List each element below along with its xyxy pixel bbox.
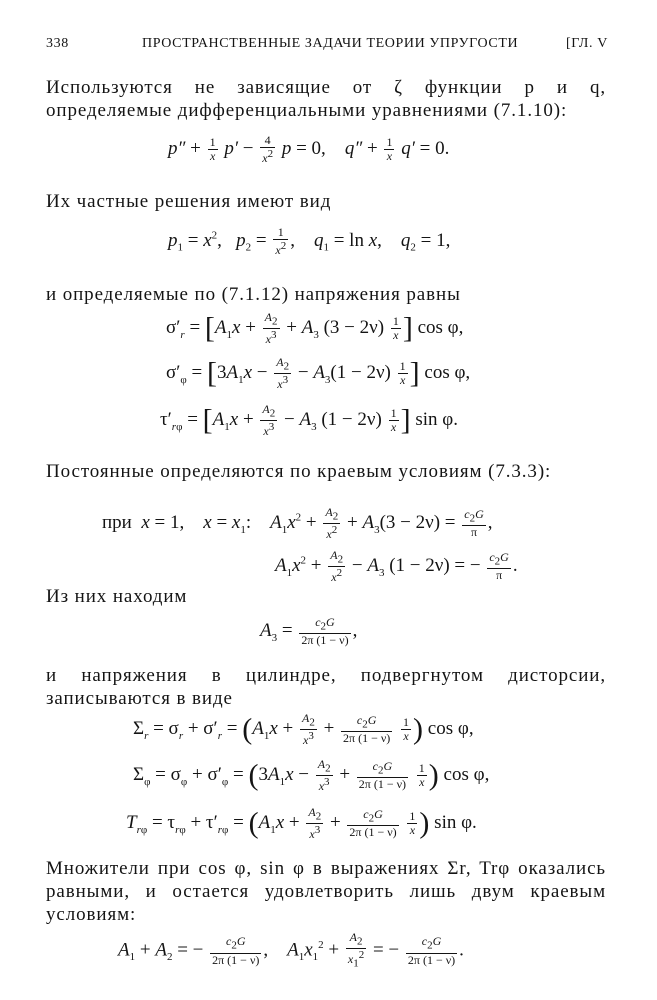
equation-final: $A_1 + A_2$ = − $\frac{c_2G}{2\pi (1 - \nu)}$ , $A_1x_1^2$ + $\frac{A_2}{x_1^2}$ = − $\frac{c_2G}{2\pi (1 - \nu)}$ . bbox=[118, 930, 464, 970]
equation-differential: p″ + $\frac{1}{x}$ p′ − $\frac{4}{x^2}$ p = 0, q″ + $\frac{1}{x}$ q′ = 0. bbox=[168, 133, 450, 165]
paragraph-solutions: Их частные решения имеют вид bbox=[46, 191, 332, 212]
paragraph-intro: Используются не зависящие от ζ функции p и q, определяемые дифференциальными уравнениями (7.1.10): bbox=[46, 77, 606, 121]
page-number: 338 bbox=[46, 36, 69, 51]
chapter-label: [ГЛ. V bbox=[566, 36, 608, 51]
equation-Sigma-phi: $\Sigma_\varphi = \sigma_\varphi + \sigma'_\varphi = (3A_1x$ − $\frac{A_2}{x^3}$ + $\frac{c_2G}{2\pi (1 - \nu)}$ $\frac{1}{x}$ ) cos φ, bbox=[133, 757, 490, 794]
paragraph-cylinder: и напряжения в цилиндре, подвергнутом дисторсии, записываются в виде bbox=[46, 665, 606, 709]
paragraph-find: Из них находим bbox=[46, 586, 188, 607]
equation-a3: $A_3$ = $\frac{c_2G}{2\pi (1 - \nu)}$ , bbox=[260, 615, 358, 648]
equation-bc-1: при x = 1, $x = x_1$: $A_1x^2$ + $\frac{A_2}{x^2}$ + $A_3(3 - 2\nu)$ = $\frac{c_2G}{\pi}$ , bbox=[102, 505, 493, 542]
paragraph-stresses: и определяемые по (7.1.12) напряжения равны bbox=[46, 284, 461, 305]
equation-bc-2: $A_1x^2$ + $\frac{A_2}{x^2}$ − $A_3$ (1 − 2ν) = − $\frac{c_2G}{\pi}$ . bbox=[275, 548, 518, 585]
paragraph-multipliers: Множители при cos φ, sin φ в выражениях Σr, Trφ оказались равными, и остается удовлетворить лишь двум краевым условиям: bbox=[46, 858, 606, 925]
equation-solutions: $p_1 = x^2$, $p_2$ = $\frac{1}{x^2}$ , $q_1 = \ln x$, $q_2 = 1$, bbox=[168, 225, 451, 257]
equation-Sigma-r: $\Sigma_r = \sigma_r + \sigma'_r = (A_1x$ + $\frac{A_2}{x^3}$ + $\frac{c_2G}{2\pi (1 - \nu)}$ $\frac{1}{x}$ ) cos φ, bbox=[133, 711, 474, 748]
equation-sigma-r: $\sigma'_r = [A_1x$ + $\frac{A_2}{x^3}$ + $A_3$ (3 − 2ν) $\frac{1}{x}$ ] cos φ, bbox=[166, 310, 464, 347]
equation-sigma-phi: $\sigma'_\varphi = [3A_1x$ − $\frac{A_2}{x^3}$ − $A_3(1 - 2\nu)$ $\frac{1}{x}$ ] cos φ, bbox=[166, 355, 471, 392]
equation-T: $T_{r\varphi} = \tau_{r\varphi} + \tau'_{r\varphi} = (A_1x$ + $\frac{A_2}{x^3}$ + $\frac{c_2G}{2\pi (1 - \nu)}$ $\frac{1}{x}$ ) sin φ. bbox=[126, 805, 477, 842]
equation-tau: $\tau'_{r\varphi} = [A_1x$ + $\frac{A_2}{x^3}$ − $A_3$ (1 − 2ν) $\frac{1}{x}$ ] sin φ. bbox=[160, 402, 458, 439]
running-title: ПРОСТРАНСТВЕННЫЕ ЗАДАЧИ ТЕОРИИ УПРУГОСТИ bbox=[142, 36, 519, 51]
paragraph-constants: Постоянные определяются по краевым условиям (7.3.3): bbox=[46, 461, 552, 482]
